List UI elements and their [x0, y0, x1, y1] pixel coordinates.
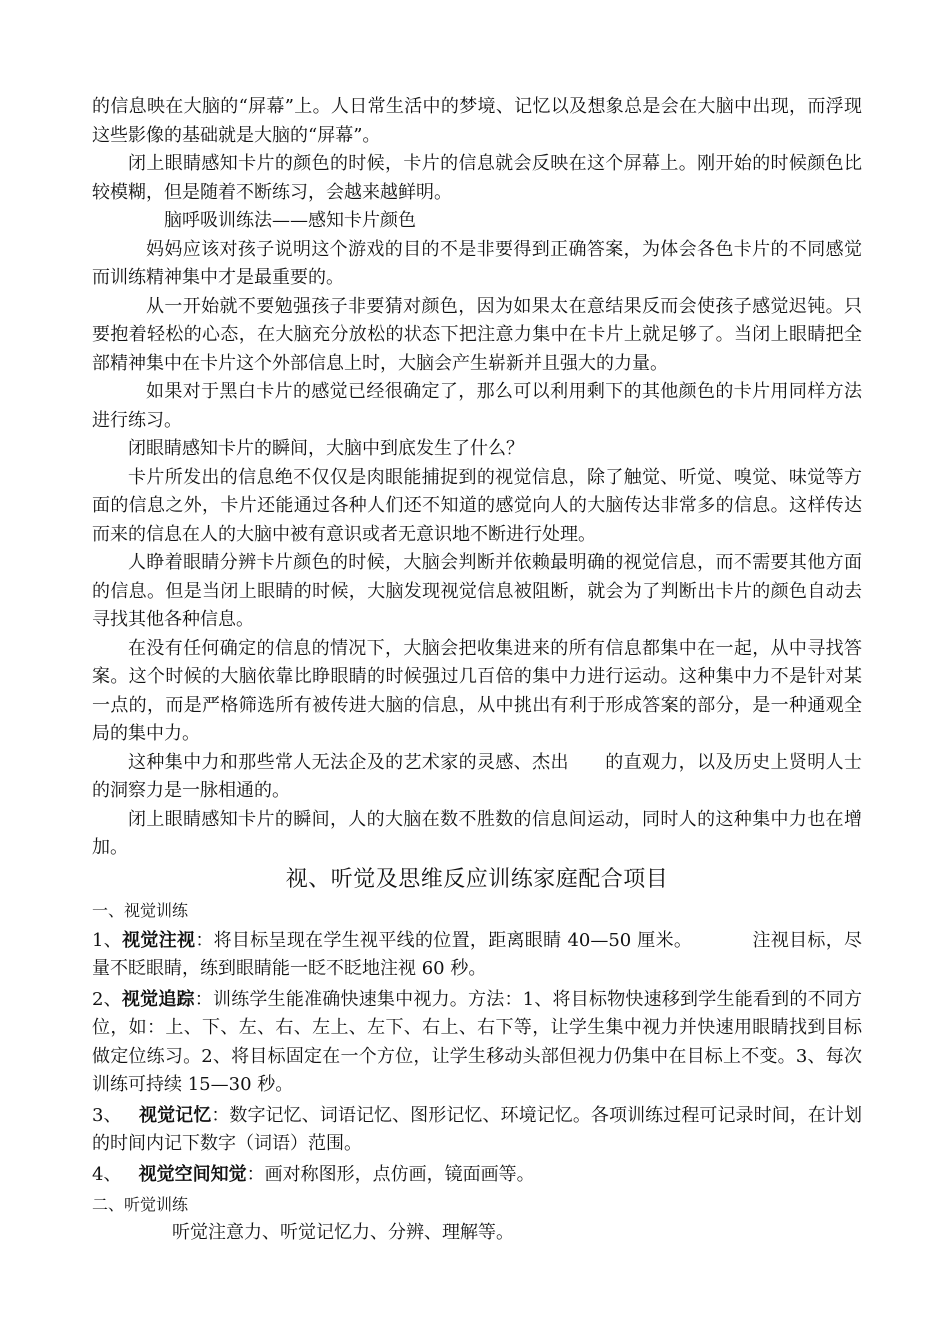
paragraph: 妈妈应该对孩子说明这个游戏的目的不是非要得到正确答案，为体会各色卡片的不同感觉而训练精神集中才是最重要的。: [92, 238, 862, 288]
paragraph: 的信息映在大脑的“屏幕”上。人日常生活中的梦境、记忆以及想象总是会在大脑中出现，而浮现这些影像的基础就是大脑的“屏幕”。: [92, 96, 862, 146]
paragraph: 在没有任何确定的信息的情况下，大脑会把收集进来的所有信息都集中在一起，从中寻找答案。这个时候的大脑依靠比睁眼睛的时候强过几百倍的集中力进行运动。这种集中力不是针对某一点的，而是严格筛选所有被传进大脑的信息，从中挑出有利于形成答案的部分，是一种通观全局的集中力。: [92, 637, 862, 744]
section-title: 视、听觉及思维反应训练家庭配合项目: [285, 866, 669, 892]
item-text: 注视目标，尽量不眨眼睛，练到眼睛能一眨不眨地注视 60 秒。: [92, 929, 863, 979]
paragraph: [92, 749, 862, 806]
paragraph: 闭上眼睛感知卡片的瞬间，人的大脑在数不胜数的信息间运动，同时人的这种集中力也在增加。: [92, 808, 862, 858]
visual-item-1: [92, 927, 862, 984]
paragraph: 从一开始就不要勉强孩子非要猜对颜色，因为如果太在意结果反而会使孩子感觉迟钝。只要抱着轻松的心态，在大脑充分放松的状态下把注意力集中在卡片上就足够了。当闭上眼睛把全部精神集中在卡片这个外部信息上时，大脑会产生崭新并且强大的力量。: [92, 295, 862, 374]
paragraph: 如果对于黑白卡片的感觉已经很确定了，那么可以利用剩下的其他颜色的卡片用同样方法进行练习。: [92, 381, 862, 431]
auditory-heading: 二、听觉训练: [92, 1195, 189, 1214]
document-page: [92, 93, 862, 1248]
visual-item-3: [92, 1102, 862, 1159]
item-number: 1、: [92, 929, 123, 951]
visual-heading: 一、视觉训练: [92, 900, 189, 920]
paragraph: 闭眼睛感知卡片的瞬间，大脑中到底发生了什么？: [128, 438, 524, 459]
item-text: ：画对称图形，点仿画，镜面画等。: [246, 1163, 535, 1185]
paragraph-part: 这种集中力和那些常人无法企及的艺术家的灵感、杰出: [128, 751, 569, 773]
item-label: 视觉空间知觉: [138, 1163, 247, 1185]
paragraph-part: 的直观力，以及历史上贤明人士的洞察力是一脉相通的。: [92, 751, 863, 801]
item-number: 3、: [92, 1104, 122, 1126]
item-label: 视觉记忆: [139, 1104, 212, 1126]
visual-item-4: [92, 1161, 862, 1190]
visual-item-2: [92, 986, 862, 1100]
item-number: 2、: [92, 988, 122, 1010]
item-text: ：将目标呈现在学生视平线的位置，距离眼睛 40—50 厘米。: [195, 929, 693, 951]
item-label: 视觉注视: [122, 929, 196, 951]
paragraph: 卡片所发出的信息绝不仅仅是肉眼能捕捉到的视觉信息，除了触觉、听觉、嗅觉、味觉等方面的信息之外，卡片还能通过各种人们还不知道的感觉向人的大脑传达非常多的信息。这样传达而来的信息在人的大脑中被有意识或者无意识地不断进行处理。: [92, 466, 862, 545]
item-number: 4、: [92, 1163, 122, 1185]
auditory-text: 听觉注意力、听觉记忆力、分辨、理解等。: [172, 1222, 514, 1243]
paragraph: 闭上眼睛感知卡片的颜色的时候，卡片的信息就会反映在这个屏幕上。刚开始的时候颜色比较模糊，但是随着不断练习，会越来越鲜明。: [92, 153, 862, 203]
item-label: 视觉追踪: [121, 988, 195, 1010]
subheading: 脑呼吸训练法——感知卡片颜色: [164, 210, 416, 231]
paragraph: 人睁着眼睛分辨卡片颜色的时候，大脑会判断并依赖最明确的视觉信息，而不需要其他方面的信息。但是当闭上眼睛的时候，大脑发现视觉信息被阻断，就会为了判断出卡片的颜色自动去寻找其他各种信息。: [92, 552, 862, 630]
item-text: ：训练学生能准确快速集中视力。方法：1、将目标物快速移到学生能看到的不同方位，如：上、下、左、右、左上、左下、右上、右下等，让学生集中视力并快速用眼睛找到目标做定位练习。2、将目标固定在一个方位，让学生移动头部但视力仍集中在目标上不变。3、每次训练可持续 15—30 秒。: [92, 988, 863, 1095]
item-text: ：数字记忆、词语记忆、图形记忆、环境记忆。各项训练过程可记录时间，在计划的时间内记下数字（词语）范围。: [92, 1104, 863, 1154]
